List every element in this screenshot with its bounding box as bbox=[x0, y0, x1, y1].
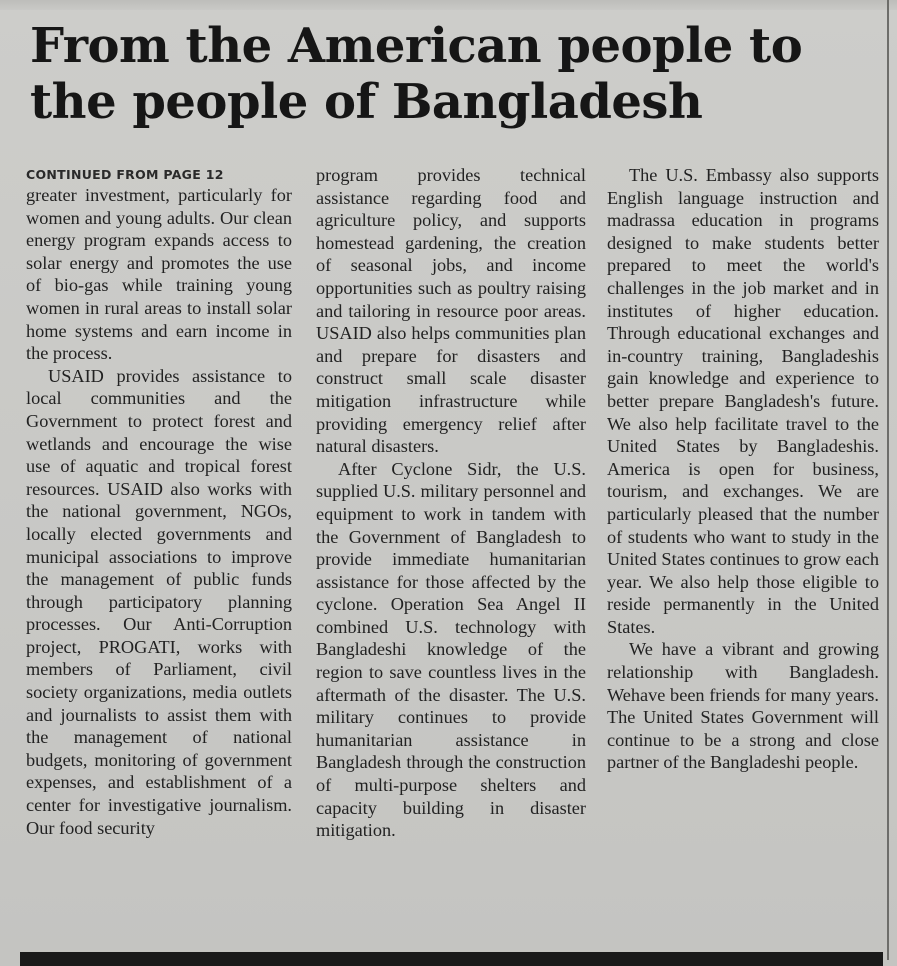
paragraph: USAID provides assistance to local communities and the Government to protect forest and wetlands and encourage the wise use of aquatic and tropical forest resources. USAID also works with the national government, NGOs, locally elected governments and municipal associations to improve the management of public funds through participatory planning processes. Our Anti-Corruption project, PROGATI, works with members of Parliament, civil society organizations, media outlets and journalists to assist them with the management of national budgets, monitoring of government expenses, and establishment of a center for investigative journalism. Our food security bbox=[26, 365, 292, 838]
article-column-2 bbox=[316, 164, 586, 842]
article-column-3 bbox=[607, 164, 879, 774]
paragraph: greater investment, particularly for women and young adults. Our clean energy program expands access to solar energy and promotes the use of bio-gas while training young women in rural areas to install solar home systems and earn income in the process. bbox=[26, 185, 292, 364]
article-column-1 bbox=[26, 164, 292, 839]
continued-label: CONTINUED FROM PAGE 12 bbox=[26, 167, 224, 182]
paragraph: After Cyclone Sidr, the U.S. supplied U.S. military personnel and equipment to work in tandem with the Government of Bangladesh to provide immediate humanitarian assistance for those affected by the cyclone. Operation Sea Angel II combined U.S. technology with Bangladeshi knowledge of the region to save countless lives in the aftermath of the disaster. The U.S. military continues to provide humanitarian assistance in Bangladesh through the construction of multi-purpose shelters and capacity building in disaster mitigation. bbox=[316, 458, 586, 841]
paragraph: The U.S. Embassy also supports English language instruction and madrassa education in programs designed to make students better prepared to meet the world's challenges in the job market and in institutes of higher education. Through educational exchanges and in-country training, Bangladeshis gain knowledge and experience to better prepare Bangladesh's future. We also help facilitate travel to the United States by Bangladeshis. America is open for business, tourism, and exchanges. We are particularly pleased that the number of students who want to study in the United States continues to grow each year. We also help those eligible to reside permanently in the United States. bbox=[607, 165, 879, 637]
bottom-bar bbox=[20, 952, 883, 966]
paragraph: We have a vibrant and growing relationship with Bangladesh. Wehave been friends for many years. The United States Government will continue to be a strong and close partner of the Bangladeshi people. bbox=[607, 639, 879, 773]
column-rule bbox=[887, 0, 889, 960]
top-rule bbox=[0, 0, 897, 10]
paragraph: program provides technical assistance regarding food and agriculture policy, and supports homestead gardening, the creation of seasonal jobs, and income opportunities such as poultry raising and tailoring in resource poor areas. USAID also helps communities plan and prepare for disasters and construct small scale disaster mitigation infrastructure while providing emergency relief after natural disasters. bbox=[316, 165, 586, 457]
headline: From the American people to the people of Bangladesh bbox=[30, 18, 803, 130]
